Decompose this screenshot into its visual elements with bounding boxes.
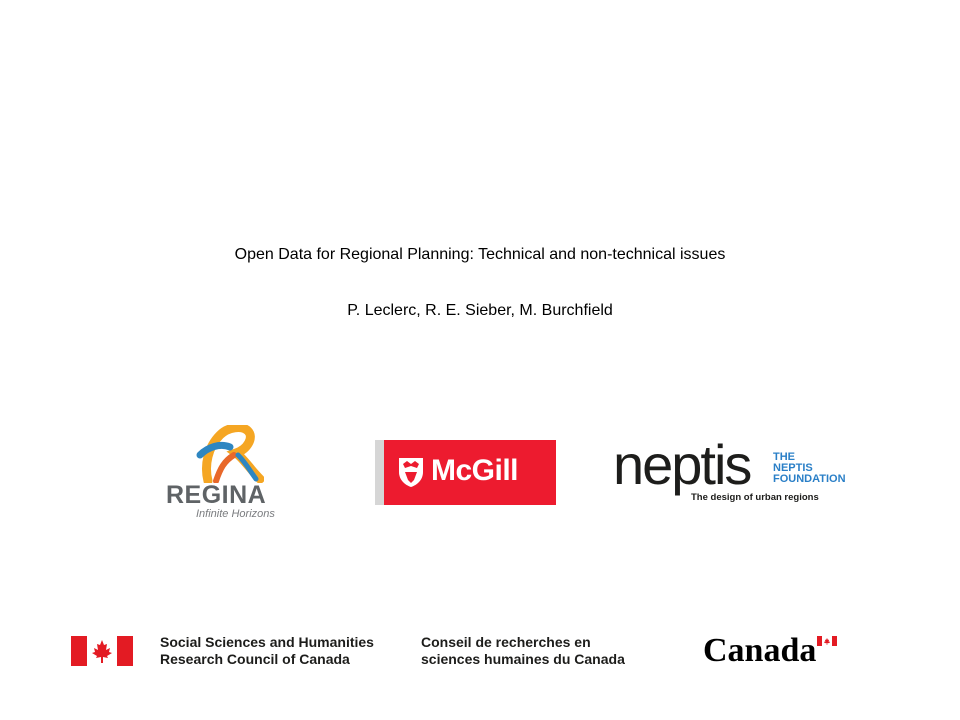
sshrc-french-line: sciences humaines du Canada: [421, 651, 625, 667]
sshrc-french-line: Conseil de recherches en: [421, 634, 591, 650]
canada-wordmark: [703, 628, 843, 672]
regina-r-icon: [194, 425, 264, 483]
sshrc-english-line: Research Council of Canada: [160, 651, 350, 667]
mcgill-wordmark: McGill: [431, 454, 519, 487]
slide-title: Open Data for Regional Planning: Technical and non-technical issues: [234, 246, 726, 263]
sshrc-name-english: [160, 634, 374, 668]
regina-logo: [166, 425, 290, 523]
neptis-side-line: NEPTIS: [773, 462, 813, 474]
mcgill-logo-side-band: [375, 440, 384, 505]
neptis-side-line: THE: [773, 451, 795, 463]
mcgill-logo: [375, 440, 556, 505]
neptis-side-line: FOUNDATION: [773, 473, 846, 485]
canada-wordmark-text: Canada: [703, 632, 817, 669]
regina-wordmark: REGINA: [166, 481, 267, 509]
neptis-tagline: The design of urban regions: [691, 492, 819, 503]
sshrc-name-french: [421, 634, 625, 668]
canada-wordmark-flag-icon: [817, 636, 837, 646]
mcgill-crest-icon: [397, 456, 425, 488]
canada-flag-icon: [71, 636, 133, 666]
slide-authors: P. Leclerc, R. E. Sieber, M. Burchfield: [347, 302, 613, 319]
regina-tagline: Infinite Horizons: [196, 508, 275, 520]
sshrc-english-line: Social Sciences and Humanities: [160, 634, 374, 650]
neptis-side-label: [773, 452, 846, 485]
neptis-logo: [613, 433, 863, 506]
neptis-wordmark: neptis: [613, 433, 751, 496]
